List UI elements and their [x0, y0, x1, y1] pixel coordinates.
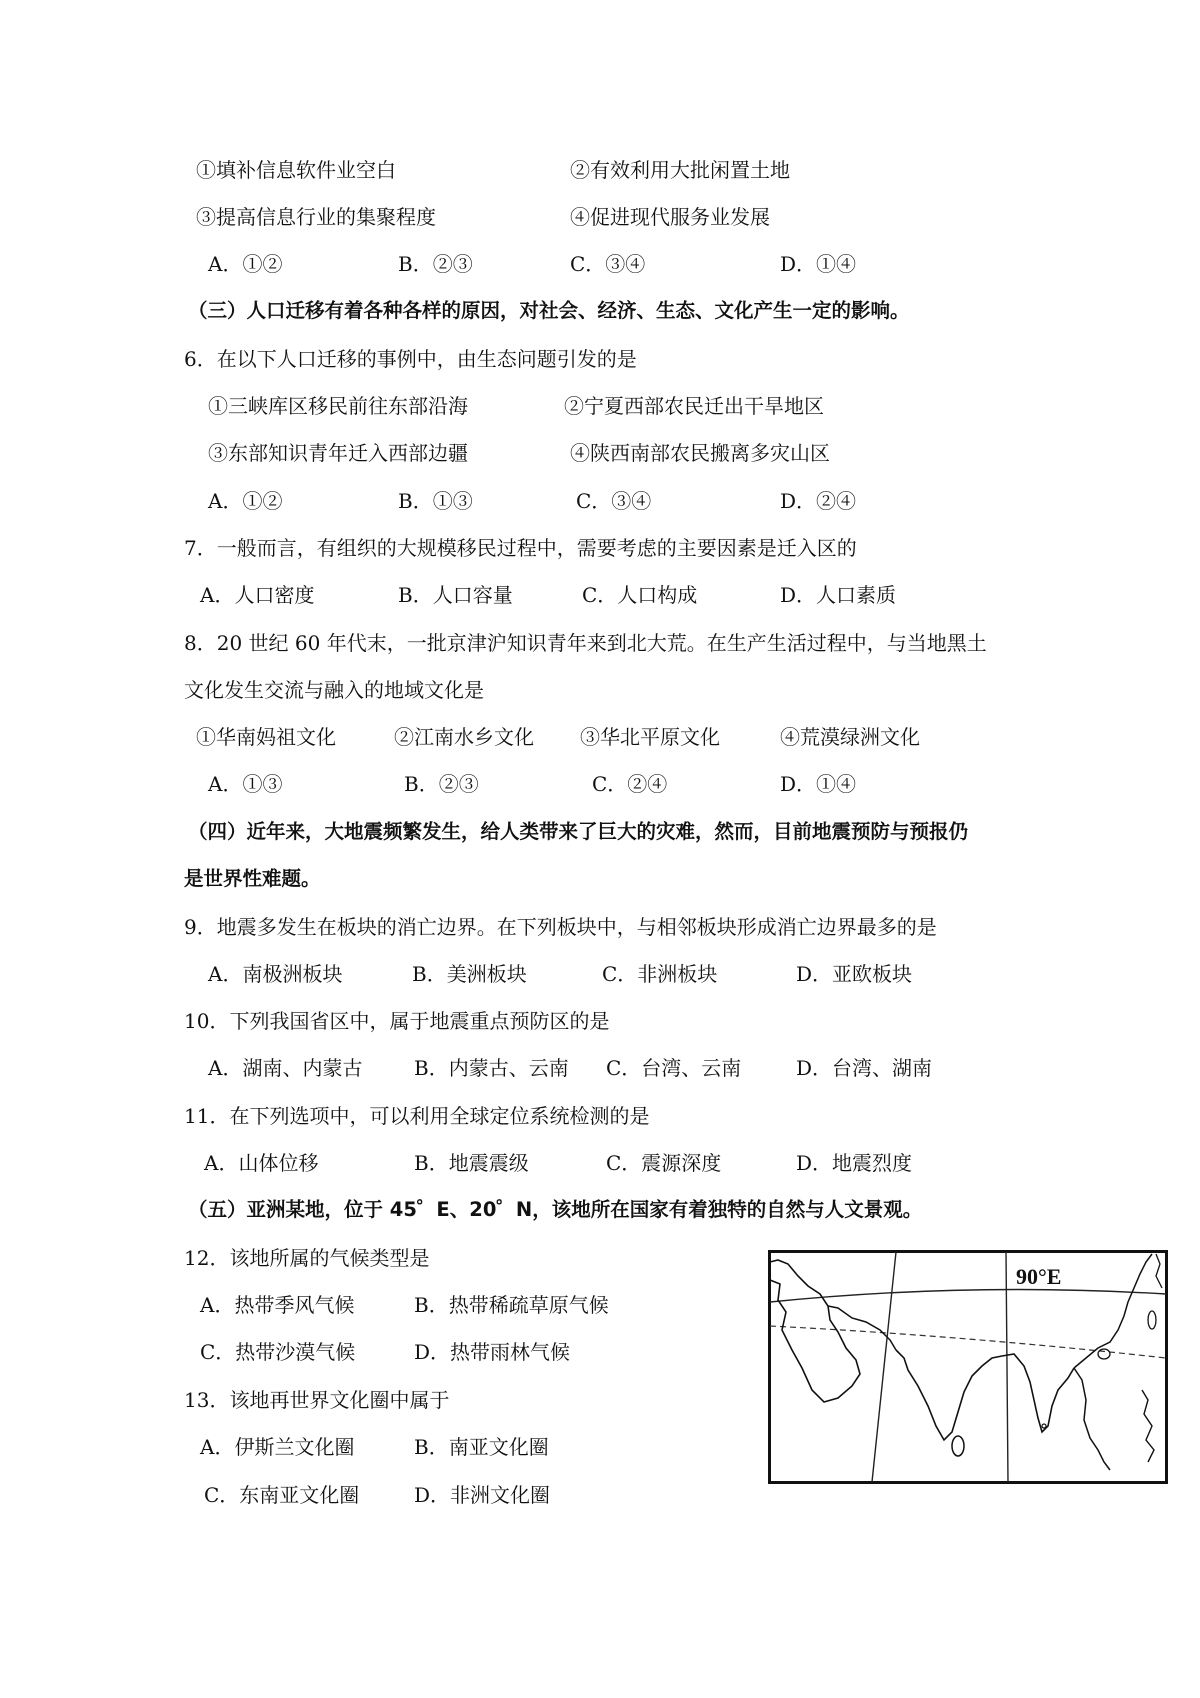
- q5-option-3: ③提高信息行业的集聚程度: [196, 205, 436, 229]
- section-3-heading: （三）人口迁移有着各种各样的原因，对社会、经济、生态、文化产生一定的影响。: [188, 299, 910, 322]
- q8-choice-d: D．①④: [780, 772, 857, 796]
- q9-stem: 9．地震多发生在板块的消亡边界。在下列板块中，与相邻板块形成消亡边界最多的是: [184, 915, 937, 939]
- q7-choice-a: A．人口密度: [200, 583, 315, 607]
- q5-choice-c: C．③④: [570, 252, 646, 276]
- q7-choice-c: C．人口构成: [582, 583, 698, 607]
- q5-choice-d: D．①④: [780, 252, 857, 276]
- south-asia-map: [768, 1250, 1168, 1484]
- q5-option-2: ②有效利用大批闲置土地: [570, 158, 790, 182]
- q13-choice-c: C．东南亚文化圈: [204, 1483, 360, 1507]
- q6-option-3: ③东部知识青年迁入西部边疆: [208, 441, 468, 465]
- q5-choice-b: B．②③: [398, 252, 473, 276]
- q6-option-1: ①三峡库区移民前往东部沿海: [208, 394, 468, 418]
- section-5-heading: （五）亚洲某地，位于 45゜E、20゜N，该地所在国家有着独特的自然与人文景观。: [188, 1198, 923, 1221]
- q8-option-3: ③华北平原文化: [580, 725, 720, 749]
- q8-stem-line-1: 8．20 世纪 60 年代末，一批京津沪知识青年来到北大荒。在生产生活过程中，与当地黑土: [184, 631, 987, 655]
- q8-option-2: ②江南水乡文化: [394, 725, 534, 749]
- q8-choice-b: B．②③: [404, 772, 479, 796]
- q8-option-1: ①华南妈祖文化: [196, 725, 336, 749]
- section-4-heading-line-2: 是世界性难题。: [184, 867, 321, 890]
- q6-choice-d: D．②④: [780, 489, 857, 513]
- q8-option-4: ④荒漠绿洲文化: [780, 725, 920, 749]
- q13-choice-d: D．非洲文化圈: [414, 1483, 551, 1507]
- q9-choice-a: A．南极洲板块: [208, 962, 343, 986]
- q11-choice-c: C．震源深度: [606, 1151, 722, 1175]
- q13-stem: 13．该地再世界文化圈中属于: [184, 1388, 450, 1412]
- meridian-label-90e: 90°E: [1016, 1264, 1062, 1289]
- q13-choice-b: B．南亚文化圈: [414, 1435, 549, 1459]
- q9-choice-c: C．非洲板块: [602, 962, 718, 986]
- q7-choice-b: B．人口容量: [398, 583, 513, 607]
- q12-choice-b: B．热带稀疏草原气候: [414, 1293, 609, 1317]
- q9-choice-d: D．亚欧板块: [796, 962, 913, 986]
- q11-choice-a: A．山体位移: [204, 1151, 319, 1175]
- q10-choice-d: D．台湾、湖南: [796, 1056, 933, 1080]
- q5-option-1: ①填补信息软件业空白: [196, 158, 396, 182]
- q11-choice-b: B．地震震级: [414, 1151, 529, 1175]
- q6-option-4: ④陕西南部农民搬离多灾山区: [570, 441, 830, 465]
- section-4-heading-line-1: （四）近年来，大地震频繁发生，给人类带来了巨大的灾难，然而，目前地震预防与预报仍: [188, 820, 969, 843]
- q6-choice-c: C．③④: [576, 489, 652, 513]
- q12-choice-c: C．热带沙漠气候: [200, 1340, 356, 1364]
- q5-option-4: ④促进现代服务业发展: [570, 205, 770, 229]
- q10-choice-b: B．内蒙古、云南: [414, 1056, 569, 1080]
- q11-stem: 11．在下列选项中，可以利用全球定位系统检测的是: [184, 1104, 650, 1128]
- q8-stem-line-2: 文化发生交流与融入的地域文化是: [184, 678, 484, 702]
- q6-choice-b: B．①③: [398, 489, 473, 513]
- q8-choice-a: A．①③: [208, 772, 283, 796]
- q11-choice-d: D．地震烈度: [796, 1151, 913, 1175]
- q12-choice-d: D．热带雨林气候: [414, 1340, 571, 1364]
- q10-choice-a: A．湖南、内蒙古: [208, 1056, 363, 1080]
- q7-choice-d: D．人口素质: [780, 583, 897, 607]
- q7-stem: 7．一般而言，有组织的大规模移民过程中，需要考虑的主要因素是迁入区的: [184, 536, 857, 560]
- q5-choice-a: A．①②: [208, 252, 283, 276]
- q12-stem: 12．该地所属的气候类型是: [184, 1246, 430, 1270]
- q13-choice-a: A．伊斯兰文化圈: [200, 1435, 355, 1459]
- q6-stem: 6．在以下人口迁移的事例中，由生态问题引发的是: [184, 347, 637, 371]
- map-border: [770, 1252, 1167, 1483]
- q6-option-2: ②宁夏西部农民迁出干旱地区: [564, 394, 824, 418]
- q6-choice-a: A．①②: [208, 489, 283, 513]
- q12-choice-a: A．热带季风气候: [200, 1293, 355, 1317]
- q10-stem: 10．下列我国省区中，属于地震重点预防区的是: [184, 1009, 610, 1033]
- q9-choice-b: B．美洲板块: [412, 962, 527, 986]
- q10-choice-c: C．台湾、云南: [606, 1056, 742, 1080]
- q8-choice-c: C．②④: [592, 772, 668, 796]
